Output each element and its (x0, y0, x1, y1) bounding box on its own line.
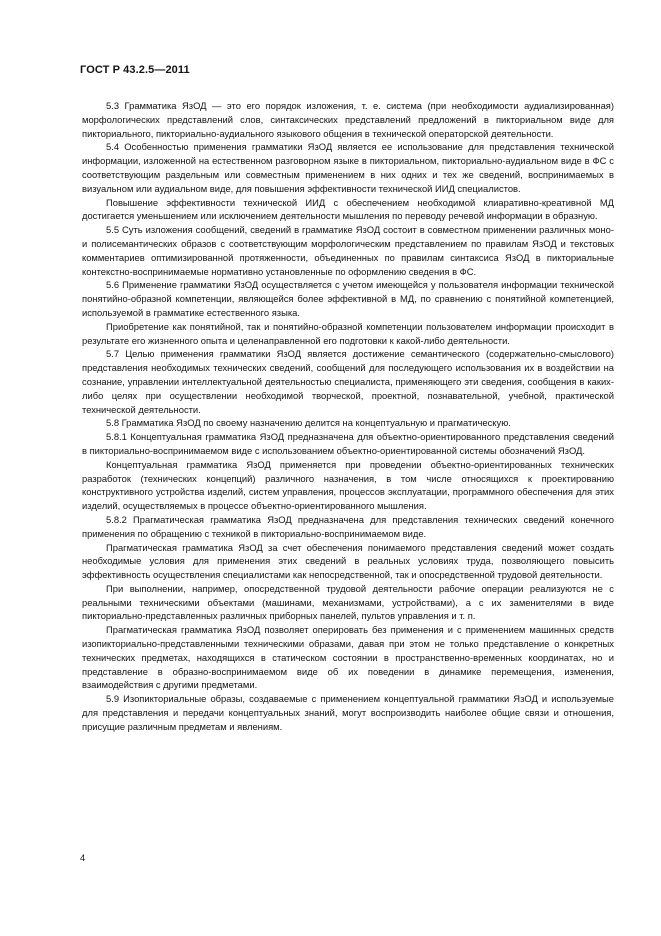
paragraph: Прагматическая грамматика ЯзОД позволяет оперировать без применения и с применением машинных средств изопикториально-представленными техническими образами, давая при этом не только представление о конкретных технических предметах, находящихся в статическом состоянии в пространственно-временных координатах, но и представление в образно-воспринимаемом виде об их поведении в динамике перемещения, изменения, взаимодействия с другими предметами. (82, 624, 614, 691)
paragraph-5-3: 5.3 Грамматика ЯзОД — это его порядок изложения, т. е. система (при необходимости аудиализированная) морфологических представлений слов, синтаксических представлений предложений в пикториальном виде для пикториального, пикториально-аудиального языкового общения в технической операторской деятельности. (82, 100, 614, 139)
paragraph: Концептуальная грамматика ЯзОД применяется при проведении объектно-ориентированных технических разработок (технических концепций) различного назначения, в том числе относящихся к проектированию конструктивного устройства изделий, систем управления, процессов эксплуатации, программного обеспечения для этих изделий, осуществляемых в процессе объектно-ориентированного мышления. (82, 458, 614, 512)
paragraph-5-5: 5.5 Суть изложения сообщений, сведений в грамматике ЯзОД состоит в совместном применении различных моно- и полисемантических образов с соответствующим морфологическим представлением по правилам ЯзОД и текстовых комментариев оптимизированной протяженности, объединенных по правилам синтаксиса ЯзОД в пикториальные контекстно-воспринимаемые нормативно установленные по оформлению сведения в ФС. (82, 224, 614, 277)
paragraph-5-8-2: 5.8.2 Прагматическая грамматика ЯзОД предназначена для представления технических сведений конечного применения по обращению с техникой в пикториально-воспринимаемом виде. (82, 513, 614, 539)
page-number: 4 (80, 852, 86, 863)
paragraph: Прагматическая грамматика ЯзОД за счет обеспечения понимаемого представления сведений может создать необходимые условия для применения этих сведений в реальных условиях труда, позволяющего повысить эффективность осуществления специалистами как непосредственной, так и опосредственной трудовой деятельности. (82, 541, 614, 581)
paragraph: Повышение эффективности технической ИИД с обеспечением необходимой клиаративно-креативной МД достигается уменьшением или исключением деятельности мышления по переводу речевой информации в образную. (82, 196, 614, 222)
paragraph-5-8: 5.8 Грамматика ЯзОД по своему назначению делится на концептуальную и прагматическую. (106, 417, 511, 429)
paragraph: Приобретение как понятийной, так и понятийно-образной компетенции пользователем информации происходит в результате его жизненного опыта и целенаправленной его подготовки к какой-либо деятельности. (82, 320, 614, 346)
document-header: ГОСТ Р 43.2.5—2011 (80, 64, 190, 76)
document-body (82, 99, 614, 734)
paragraph-5-8-1: 5.8.1 Концептуальная грамматика ЯзОД предназначена для объектно-ориентированного представления сведений в пикториально-воспринимаемом виде с использованием объектно-ориентированной системы обозначений ЯзОД. (82, 431, 614, 456)
paragraph-5-6: 5.6 Применение грамматики ЯзОД осуществляется с учетом имеющейся у пользователя информации технической понятийно-образной компетенции, являющейся более эффективной в МД, по сравнению с понятийной компетенцией, используемой в грамматике естественного языка. (82, 279, 614, 318)
paragraph-5-4: 5.4 Особенностью применения грамматики ЯзОД является ее использование для представления технической информации, изложенной на естественном разговорном языке в пикториальном, пикториально-аудиальном виде в ФС с соответствующим раздельным или совместным применением в них одних и тех же сведений, воспринимаемых в визуальном или аудиальном виде, для повышения эффективности технической ИИД специалистов. (82, 141, 614, 194)
paragraph: При выполнении, например, опосредственной трудовой деятельности рабочие операции реализуются не с реальными техническими объектами (машинами, механизмами, устройствами), а с их заменителями в виде пикториально-представленных различных приборных панелей, пультов управления и т. п. (82, 582, 614, 622)
paragraph-5-9: 5.9 Изопикториальные образы, создаваемые с применением концептуальной грамматики ЯзОД и используемые для представления и передачи концептуальных знаний, могут воспроизводить наиболее общие связи и отношения, присущие различным предметам и явлениям. (82, 693, 614, 732)
paragraph-5-7: 5.7 Целью применения грамматики ЯзОД является достижение семантического (содержательно-смыслового) представления необходимых технических сведений, сообщений для последующего использования их в воздействии на сознание, управлении интеллектуальной деятельностью специалиста, применяющего эти сведения, сообщения в каких-либо целях при осуществлении необходимой творческой, проектной, познавательной, учебной, практической технической деятельности. (82, 348, 614, 415)
